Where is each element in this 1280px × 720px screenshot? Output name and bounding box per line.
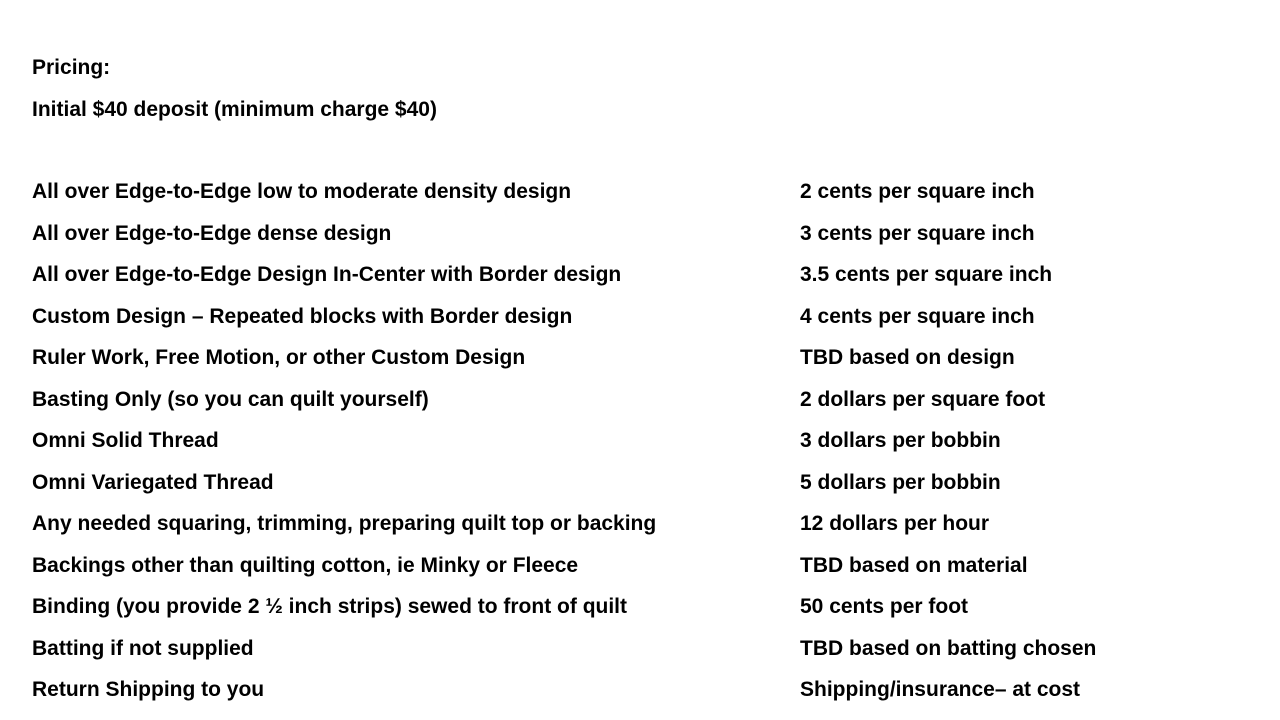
service-description: All over Edge-to-Edge low to moderate density design bbox=[32, 180, 572, 203]
service-description: Binding (you provide 2 ½ inch strips) sewed to front of quilt bbox=[32, 595, 628, 618]
service-price: TBD based on batting chosen bbox=[800, 636, 1097, 660]
pricing-row bbox=[32, 636, 1252, 678]
service-price: 12 dollars per hour bbox=[800, 512, 990, 535]
pricing-list bbox=[32, 179, 1252, 719]
service-price: 50 cents per foot bbox=[800, 595, 969, 618]
pricing-row bbox=[32, 511, 1252, 553]
service-price: 3 cents per square inch bbox=[800, 221, 1035, 245]
pricing-row bbox=[32, 262, 1252, 304]
service-description: Return Shipping to you bbox=[32, 678, 265, 701]
service-description: Ruler Work, Free Motion, or other Custom Design bbox=[32, 346, 526, 369]
deposit-note: Initial $40 deposit (minimum charge $40) bbox=[32, 98, 437, 121]
service-description: Backings other than quilting cotton, ie Minky or Fleece bbox=[32, 553, 579, 577]
pricing-row bbox=[32, 345, 1252, 387]
service-price: 3 dollars per bobbin bbox=[800, 429, 1001, 452]
service-description: Basting Only (so you can quilt yourself) bbox=[32, 387, 429, 411]
pricing-row bbox=[32, 553, 1252, 595]
pricing-row bbox=[32, 304, 1252, 346]
pricing-row bbox=[32, 428, 1252, 470]
service-description: Custom Design – Repeated blocks with Border design bbox=[32, 304, 573, 328]
service-description: All over Edge-to-Edge dense design bbox=[32, 221, 392, 245]
service-price: 3.5 cents per square inch bbox=[800, 263, 1053, 286]
pricing-heading: Pricing: bbox=[32, 56, 111, 79]
service-price: 2 dollars per square foot bbox=[800, 387, 1046, 411]
service-price: 2 cents per square inch bbox=[800, 180, 1035, 203]
pricing-row bbox=[32, 387, 1252, 429]
service-description: All over Edge-to-Edge Design In-Center with Border design bbox=[32, 263, 622, 286]
service-price: 4 cents per square inch bbox=[800, 304, 1035, 328]
service-price: TBD based on material bbox=[800, 553, 1028, 577]
pricing-row bbox=[32, 179, 1252, 221]
service-price: Shipping/insurance– at cost bbox=[800, 678, 1081, 701]
pricing-row bbox=[32, 221, 1252, 263]
service-description: Omni Variegated Thread bbox=[32, 470, 274, 494]
pricing-row bbox=[32, 594, 1252, 636]
service-price: TBD based on design bbox=[800, 346, 1015, 369]
service-price: 5 dollars per bobbin bbox=[800, 470, 1001, 494]
service-description: Omni Solid Thread bbox=[32, 429, 219, 452]
pricing-row bbox=[32, 470, 1252, 512]
service-description: Any needed squaring, trimming, preparing quilt top or backing bbox=[32, 512, 657, 535]
service-description: Batting if not supplied bbox=[32, 636, 254, 660]
pricing-row bbox=[32, 677, 1252, 719]
